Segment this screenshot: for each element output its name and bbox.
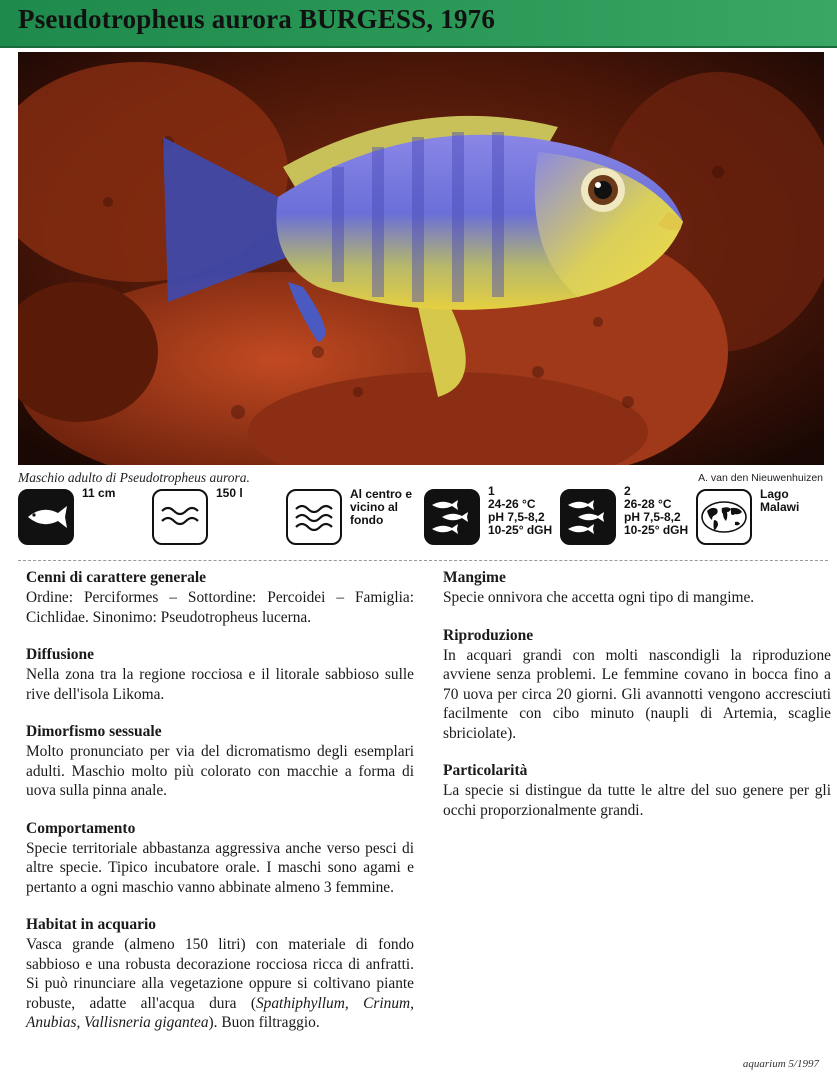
section-comportamento	[26, 819, 414, 898]
section-heading: Particolarità	[443, 762, 528, 779]
section-riproduzione	[443, 626, 831, 744]
photo-credit: A. van den Nieuwenhuizen	[698, 472, 823, 484]
section-text: Ordine: Perciformes – Sottordine: Percoidei – Famiglia: Cichlidae. Sinonimo: Pseudotropheus lucerna.	[26, 589, 414, 626]
info-icons-row	[18, 485, 828, 555]
section-particolarita	[443, 761, 831, 820]
section-text: In acquari grandi con molti nascondigli la riproduzione avviene senza problemi. Le femmine covano in bocca fino a 70 uova per circa 20 giorni. Gli avannotti vengono accresciuti facilmente con cibo minuto (naupli di Artemia, scaglie sbriciolate).	[443, 646, 831, 742]
section-heading: Mangime	[443, 569, 506, 586]
world-map-icon	[696, 489, 752, 545]
right-column	[443, 568, 831, 838]
tank-volume-icon	[152, 489, 208, 545]
section-text: Specie territoriale abbastanza aggressiva anche verso pesci di altre specie. Tipico incubatore orale. I maschi sono agami e pertanto a ogni maschio vanno abbinate almeno 3 femmine.	[26, 839, 414, 896]
section-heading: Habitat in acquario	[26, 916, 157, 933]
section-text: Specie onnivora che accetta ogni tipo di mangime.	[443, 589, 755, 606]
water1-label: 1 24-26 °C pH 7,5-8,2 10-25° dGH	[488, 484, 553, 537]
section-mangime	[443, 568, 831, 608]
origin-label: Lago Malawi	[760, 487, 800, 514]
habitat-text-a: Vasca grande (almeno 150 litri) con materiale di fondo sabbioso e una robusta decorazione rocciosa ricca di anfratti. Si può rinunciare alla vegetazione oppure si coltivano piante robuste, adatte all'acqua dura (	[26, 936, 414, 1012]
section-habitat	[26, 915, 414, 1033]
title-bar	[0, 0, 837, 48]
habitat-text-b: ). Buon filtraggio.	[208, 1014, 320, 1031]
water-values-icon-2	[560, 489, 616, 545]
separator-line	[18, 560, 828, 561]
section-text: Molto pronunciato per via del dicromatismo degli esemplari adulti. Maschio molto più colorato con macchie a forma di uova sulla pinna anale.	[26, 743, 414, 799]
page-title: Pseudotropheus aurora BURGESS, 1976	[18, 4, 496, 34]
section-heading: Dimorfismo sessuale	[26, 723, 162, 740]
section-cenni	[26, 568, 414, 627]
section-text: La specie si distingue da tutte le altre del suo genere per gli occhi proporzionalmente grandi.	[443, 782, 831, 819]
photo-caption: Maschio adulto di Pseudotropheus aurora.	[18, 470, 250, 485]
fish-size-icon	[18, 489, 74, 545]
habitat-plants: Spathiphyllum, Crinum, Anubias, Vallisneria gigantea	[26, 994, 414, 1031]
section-text	[26, 935, 414, 1033]
section-text: Nella zona tra la regione rocciosa e il litorale sabbioso sulle rive dell'isola Likoma.	[26, 666, 414, 703]
section-heading: Riproduzione	[443, 626, 534, 644]
zone-label: Al centro e vicino al fondo	[350, 487, 413, 527]
section-diffusione	[26, 645, 414, 704]
footer-source: aquarium 5/1997	[742, 1058, 819, 1070]
section-heading: Diffusione	[26, 646, 95, 663]
section-heading: Comportamento	[26, 819, 136, 837]
water-values-icon-1	[424, 489, 480, 545]
size-label: 11 cm	[82, 486, 116, 500]
water2-label: 2 26-28 °C pH 7,5-8,2 10-25° dGH	[624, 484, 689, 537]
section-dimorfismo	[26, 722, 414, 801]
fish-photo	[18, 52, 824, 465]
section-heading: Cenni di carattere generale	[26, 569, 207, 586]
swimming-zone-icon	[286, 489, 342, 545]
left-column	[26, 568, 414, 1051]
volume-label: 150 l	[216, 486, 243, 500]
